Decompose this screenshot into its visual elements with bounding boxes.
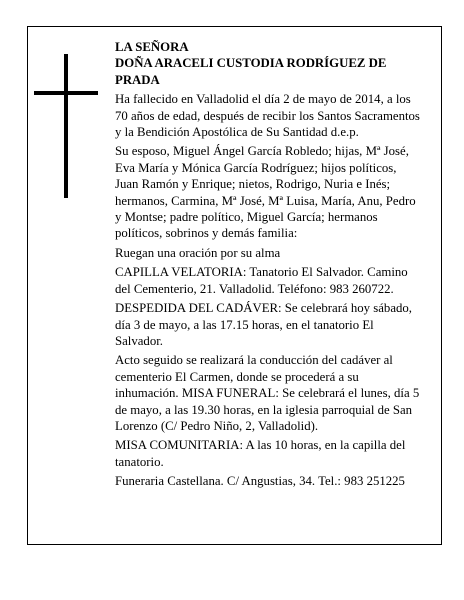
- community-mass-info: MISA COMUNITARIA: A las 10 horas, en la capilla del tanatorio.: [115, 438, 406, 469]
- funeral-home-info: Funeraria Castellana. C/ Angustias, 34. Tel.: 983 251225: [115, 474, 405, 489]
- death-announcement: Ha fallecido en Valladolid el día 2 de mayo de 2014, a los 70 años de edad, después de recibir los Santos Sacramentos y la Bendición Apostólica de Su Santidad d.e.p.: [115, 92, 420, 140]
- farewell-info: DESPEDIDA DEL CADÁVER: Se celebrará hoy sábado, día 3 de mayo, a las 17.15 horas, en el tanatorio El Salvador.: [115, 301, 412, 348]
- cross-icon: [34, 54, 98, 198]
- cross-vertical-bar: [64, 54, 68, 198]
- cross-horizontal-bar: [34, 91, 98, 95]
- notice-title: LA SEÑORA: [115, 40, 189, 54]
- notice-text: [115, 39, 421, 493]
- burial-and-funeral-mass-info: Acto seguido se realizará la conducción del cadáver al cementerio El Carmen, donde se procederá a su inhumación. MISA FUNERAL: Se celebrará el lunes, día 5 de mayo, a las 19.30 horas, en la iglesia parroquial de San Lorenzo (C/ Pedro Niño, 2, Valladolid).: [115, 353, 420, 433]
- family-list: Su esposo, Miguel Ángel García Robledo; hijas, Mª José, Eva María y Mónica García Rodríguez; hijos políticos, Juan Ramón y Enrique; nietos, Rodrigo, Nuria e Inés; hermanos, Carmina, Mª José, Mª Luisa, María, Anu, Pedro y Montse; padre político, Miguel García; hermanos políticos, sobrinos y demás familia:: [115, 144, 416, 241]
- prayer-request: Ruegan una oración por su alma: [115, 245, 281, 260]
- deceased-name: DOÑA ARACELI CUSTODIA RODRÍGUEZ DE PRADA: [115, 56, 387, 87]
- wake-chapel-info: CAPILLA VELATORIA: Tanatorio El Salvador. Camino del Cementerio, 21. Valladolid. Teléfono: 983 260722.: [115, 265, 408, 296]
